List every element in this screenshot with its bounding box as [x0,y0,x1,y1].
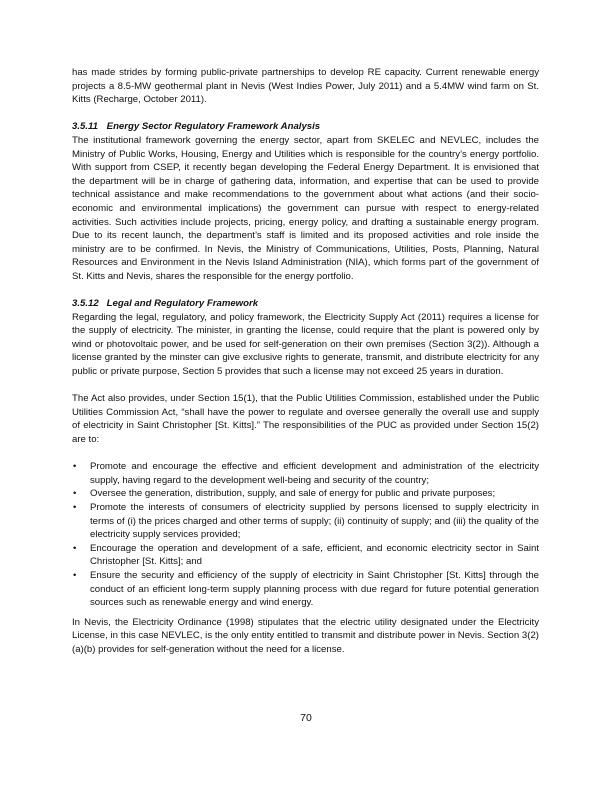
spacer [72,107,539,121]
puc-paragraph: The Act also provides, under Section 15(1), that the Public Utilities Commission, established under the Public Utilities Commission Act, “shall have the power to regulate and oversee generally the overall use and supply of electricity in Saint Christopher [St. Kitts].” The responsibilities of the PUC as provided under Section 15(2) are to: [72,393,539,446]
list-item [72,569,539,610]
spacer [72,447,539,461]
list-item [72,487,539,501]
puc-responsibilities-list [72,460,539,610]
bullet-icon: • [73,461,77,473]
nevis-ordinance-paragraph: In Nevis, the Electricity Ordinance (1998) stipulates that the electric utility designated under the Electricity License, in this case NEVLEC, is the only entity entitled to transmit and distribute power in Nevis. Section 3(2)(a)(b) provides for self-generation without the need for a license. [72,616,539,655]
bullet-icon: • [73,502,77,513]
section-title: Energy Sector Regulatory Framework Analysis [106,121,321,133]
page-number: 70 [300,712,312,724]
bullet-icon: • [73,569,77,581]
bullet-icon: • [73,488,77,500]
bullet-icon: • [73,542,77,554]
intro-paragraph: has made strides by forming public-private partnerships to develop RE capacity. Current renewable energy projects a 8.5-MW geothermal plant in Nevis (West Indies Power, July 2011) and a 5.4MW wind farm on St. Kitts (Recharge, October 2011). [72,67,539,106]
section-number: 3.5.12 [72,298,99,310]
list-item [72,501,539,542]
list-item-text: Encourage the operation and development of a safe, efficient, and economic electricity sector in Saint Christopher [St. Kitts]; and [90,542,539,568]
list-item [72,460,539,487]
legal-framework-paragraph: Regarding the legal, regulatory, and policy framework, the Electricity Supply Act (2011) requires a license for the supply of electricity. The minister, in granting the license, could require that the plant is powered only by wind or photovoltaic power, and be used for self-generation on their own premises (Section 3(2)). Although a license granted by the minster can give exclusive rights to generate, transmit, and distribute electricity for any public or private purpose, Section 5 provides that such a license may not exceed 25 years in duration. [72,311,539,378]
document-page [72,66,539,657]
regulatory-framework-paragraph: The institutional framework governing the energy sector, apart from SKELEC and NEVLEC, includes the Ministry of Public Works, Housing, Energy and Utilities which is responsible for the country’s energy portfolio. With support from CSEP, it recently began developing the Federal Energy Department. It is envisioned that the department will be in charge of gathering data, information, and expertise that can be used to provide technical assistance and make recommendations to the government about what actions (and their socio-economic and environmental implications) the government can pursue with respect to energy-related activities. Such activities include projects, pricing, energy policy, and drafting a sustainable energy program. Due to its recent launch, the department’s staff is limited and its proposed activities and role inside the ministry are to be confirmed. In Nevis, the Ministry of Communications, Utilities, Posts, Planning, Natural Resources and Environment in the Nevis Island Administration (NIA), which forms part of the government of St. Kitts and Nevis, shares the responsible for the energy portfolio. [72,134,539,282]
list-item-text: Promote the interests of consumers of electricity supplied by persons licensed to supply electricity in terms of (i) the prices charged and other terms of supply; (ii) continuity of supply; and (iii) the quality of the electricity supply services provided; [90,502,539,541]
list-item-text: Promote and encourage the effective and efficient development and administration of the electricity supply, having regard to the development well-being and security of the country; [90,461,539,486]
section-heading-3-5-11 [72,120,539,134]
list-item-text: Ensure the security and efficiency of the supply of electricity in Saint Christopher [St. Kitts] through the conduct of an efficient long-term supply planning process with due regard for future potential generation sources such as renewable energy and wind energy. [90,569,539,609]
spacer [72,379,539,393]
list-item-text: Oversee the generation, distribution, supply, and sale of energy for public and private purposes; [90,488,496,500]
list-item [72,542,539,569]
spacer [72,284,539,298]
section-number: 3.5.11 [72,121,98,133]
section-title: Legal and Regulatory Framework [106,298,259,310]
section-heading-3-5-12 [72,297,539,311]
